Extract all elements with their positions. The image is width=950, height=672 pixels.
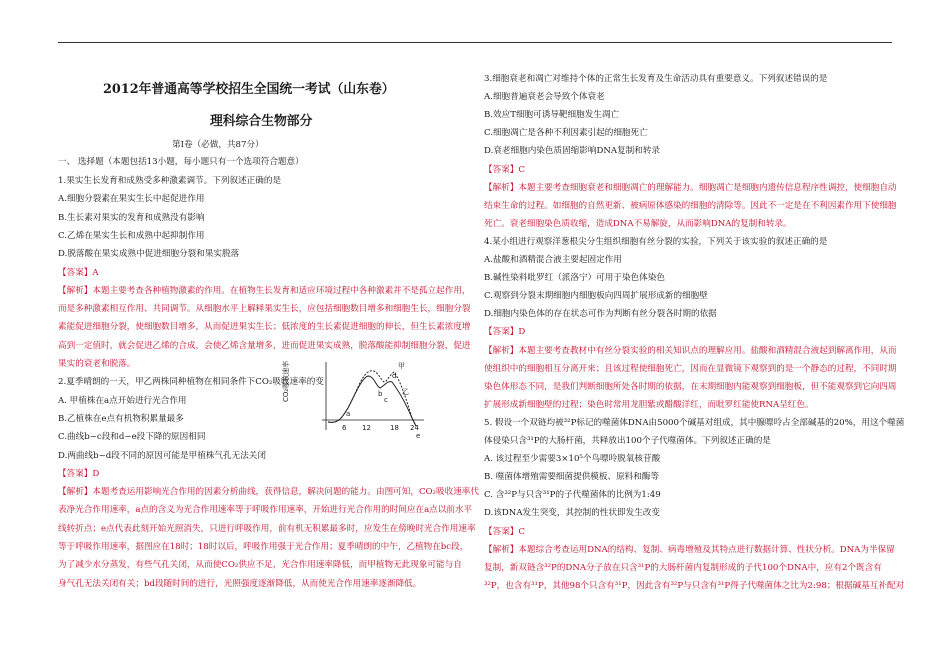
point-d: d [392,372,397,380]
text-line: ³²P，也含有³¹P，其他98个只含有³¹P，因此含有³²P与只含有³¹P得子代噬菌体之比为2:98；根据碱基互补配对 [484,580,905,591]
document-title: 2012年普通高等学校招生全国统一考试（山东卷） [103,82,395,97]
text-line: 身气孔无法关闭有关；bd段随时间的进行，光照强度逐渐降低，从而使光合作用速率逐渐降低。 [58,578,422,589]
text-line: 为了减少水分蒸发，有些气孔关闭，从而使CO₂供应不足，光合作用速率降低，而甲植物无此现象可能与自 [58,560,462,571]
text-line: 表净光合作用速率，a点的含义为光合作用速率等于呼吸作用速率，开始进行光合作用的时间应在a点以前水平 [58,505,473,516]
text-line: 染色体形态不同，是我们判断细胞所处各时期的依据，在末期细胞内能观察到细胞板，但不能观察到它向四周 [484,381,897,392]
answer-line: 【答案】D [484,327,526,338]
text-line: 高到一定值时，就会促进乙烯的合成，会使乙烯含量增多，进而促进果实成熟，脱落酸能抑制细胞分裂，促进 [58,340,471,351]
text-line: C.观察到分裂末期细胞内细胞板向四周扩展形成新的细胞壁 [484,291,708,302]
text-line: 2.夏季晴朗的一天，甲乙两株同种植物在相同条件下CO₂吸收速率的变 [58,377,324,388]
text-line: D.细胞内染色体的存在状态可作为判断有丝分裂各时期的依据 [484,309,717,320]
point-c: c [384,396,388,404]
text-line: C.曲线b~c段和d~e段下降的原因相同 [58,432,206,443]
text-line: 死亡。衰老细胞染色质收缩，造成DNA不易解旋，从而影响DNA的复制和转录。 [484,218,792,229]
text-line: A.细胞分裂素在果实生长中起促进作用 [58,194,205,205]
text-line: 果实的衰老和脱落。 [58,359,136,369]
text-line: 结束生命的过程。如细胞的自然更新、被病原体感染的细胞的清除等。因此不一定是在不利因素作用下使细胞 [484,200,897,211]
text-line: B.碱性染料吡罗红（派洛宁）可用于染色体染色 [484,273,665,284]
analysis-line: 【解析】本题主要考查细胞衰老和细胞凋亡的理解能力。细胞凋亡是细胞内遗传信息程序性调控，使细胞自动 [484,182,897,193]
analysis-line: 【解析】本题主要考查教材中有丝分裂实验的相关知识点的理解应用。盐酸和酒精混合液起到解离作用，从而 [484,345,897,356]
text-line: 素能促进细胞分裂，使细胞数目增多，从而促进果实生长；低浓度的生长素促进细胞的伸长，但生长素浓度增 [58,322,471,333]
point-b: b [378,390,383,398]
text-line: A.细胞普遍衰老会导致个体衰老 [484,92,605,103]
text-line: 5. 假设一个双链均被³²P标记的噬菌体DNA由5000个碱基对组成，其中腺嘌呤占全部碱基的20%，用这个噬菌 [484,417,905,428]
text-line: 4.某小组进行观察洋葱根尖分生组织细胞有丝分裂的实验，下列关于该实验的叙述正确的是 [484,236,828,247]
text-line: C.细胞凋亡是各种不利因素引起的细胞死亡 [484,128,648,139]
point-a: a [346,410,351,418]
analysis-line: 【解析】本题考查运用影响光合作用的因素分析曲线，获得信息，解决问题的能力。由图可知，CO₂吸收速率代 [58,487,479,498]
text-line: D.该DNA发生突变，其控制的性状即发生改变 [484,508,661,519]
point-e: e [416,432,421,440]
analysis-line: 【解析】本题综合考查运用DNA的结构、复制、病毒增殖及其特点进行数据计算、性状分析。DNA为半保留 [484,544,895,555]
text-line: C.乙烯在果实生长和成熟中起抑制作用 [58,230,205,241]
tick-24: 24 [410,424,419,432]
answer-line: 【答案】D [58,468,100,479]
text-line: B.效应T细胞可诱导靶细胞发生凋亡 [484,110,620,121]
analysis-line: 【解析】本题主要考查各种植物激素的作用。在植物生长发育和适应环境过程中各种激素并不是孤立起作用， [58,285,471,296]
text-line: B.生长素对果实的发育和成熟没有影响 [58,212,205,223]
tick-12: 12 [362,424,371,432]
text-line: 而是多种激素相互作用、共同调节。从细胞水平上解释果实生长，应包括细胞数目增多和细胞生长，细胞分裂 [58,304,471,315]
part-heading: 一、 选择题（本题包括13小题，每小题只有一个选项符合题意） [58,157,304,167]
legend-jia: 甲 [398,362,405,370]
text-line: A.盐酸和酒精混合液主要起固定作用 [484,255,622,265]
text-line: 复制，新双链含³²P的DNA分子放在只含³¹P的大肠杆菌内复制形成的子代100个DNA中，应有2个既含有 [484,562,882,573]
tick-6: 6 [342,424,347,432]
text-line: 等于呼吸作用速率，据图应在18时；18时以后，呼吸作用强于光合作用；夏季晴朗的中午，乙植物在bc段， [58,542,469,552]
text-line: D.衰老细胞内染色质固缩影响DNA复制和转录 [484,146,661,157]
text-line: 体侵染只含³¹P的大肠杆菌，共释放出100个子代噬菌体。下列叙述正确的是 [484,436,771,446]
answer-line: 【答案】A [58,267,99,278]
legend-yi: 乙 [402,388,409,396]
text-line: 扩展形成新细胞壁的过程；染色时常用龙胆紫或醋酸洋红，而吡罗红能使RNA呈红色。 [484,399,814,410]
co2-absorption-curve-figure [282,358,430,446]
text-line: A. 该过程至少需要3×10⁵个鸟嘌呤脱氧核苷酸 [484,454,661,465]
text-line: 1.果实生长发育和成熟受多种激素调节。下列叙述正确的是 [58,176,282,186]
section-heading: 第Ⅰ卷（必做，共87分） [172,140,264,150]
answer-line: 【答案】C [484,164,525,175]
text-line: B. 噬菌体增殖需要细菌提供模板、原料和酶等 [484,472,660,483]
y-axis-label: CO₂吸收速率 [282,360,290,402]
text-line: D.两曲线b~d段不同的原因可能是甲植株气孔无法关闭 [58,450,266,461]
text-line: 3.细胞衰老和凋亡对维持个体的正常生长发育及生命活动具有重要意义。下列叙述错误的是 [484,74,828,84]
document-subtitle: 理科综合生物部分 [210,114,313,129]
top-rule [58,42,892,43]
text-line: 线转折点；e点代表此刻开始光照消失，只进行呼吸作用，前有机无积累最多时，应发生在傍晚时光合作用速率 [58,523,476,534]
yi-curve [328,376,416,426]
answer-line: 【答案】C [484,526,525,537]
text-line: C. 含³²P与只含³¹P的子代噬菌体的比例为1:49 [484,490,661,501]
text-line: 使组织中的细胞相互分离开来；且该过程使细胞死亡，因而在显微镜下观察到的是一个静态的过程，不同时期 [484,363,897,374]
text-line: D.脱落酸在果实成熟中促进细胞分裂和果实脱落 [58,249,240,260]
text-line: A. 甲植株在a点开始进行光合作用 [58,395,187,406]
text-line: B.乙植株在e点有机物积累量最多 [58,413,184,424]
tick-18: 18 [390,424,399,432]
